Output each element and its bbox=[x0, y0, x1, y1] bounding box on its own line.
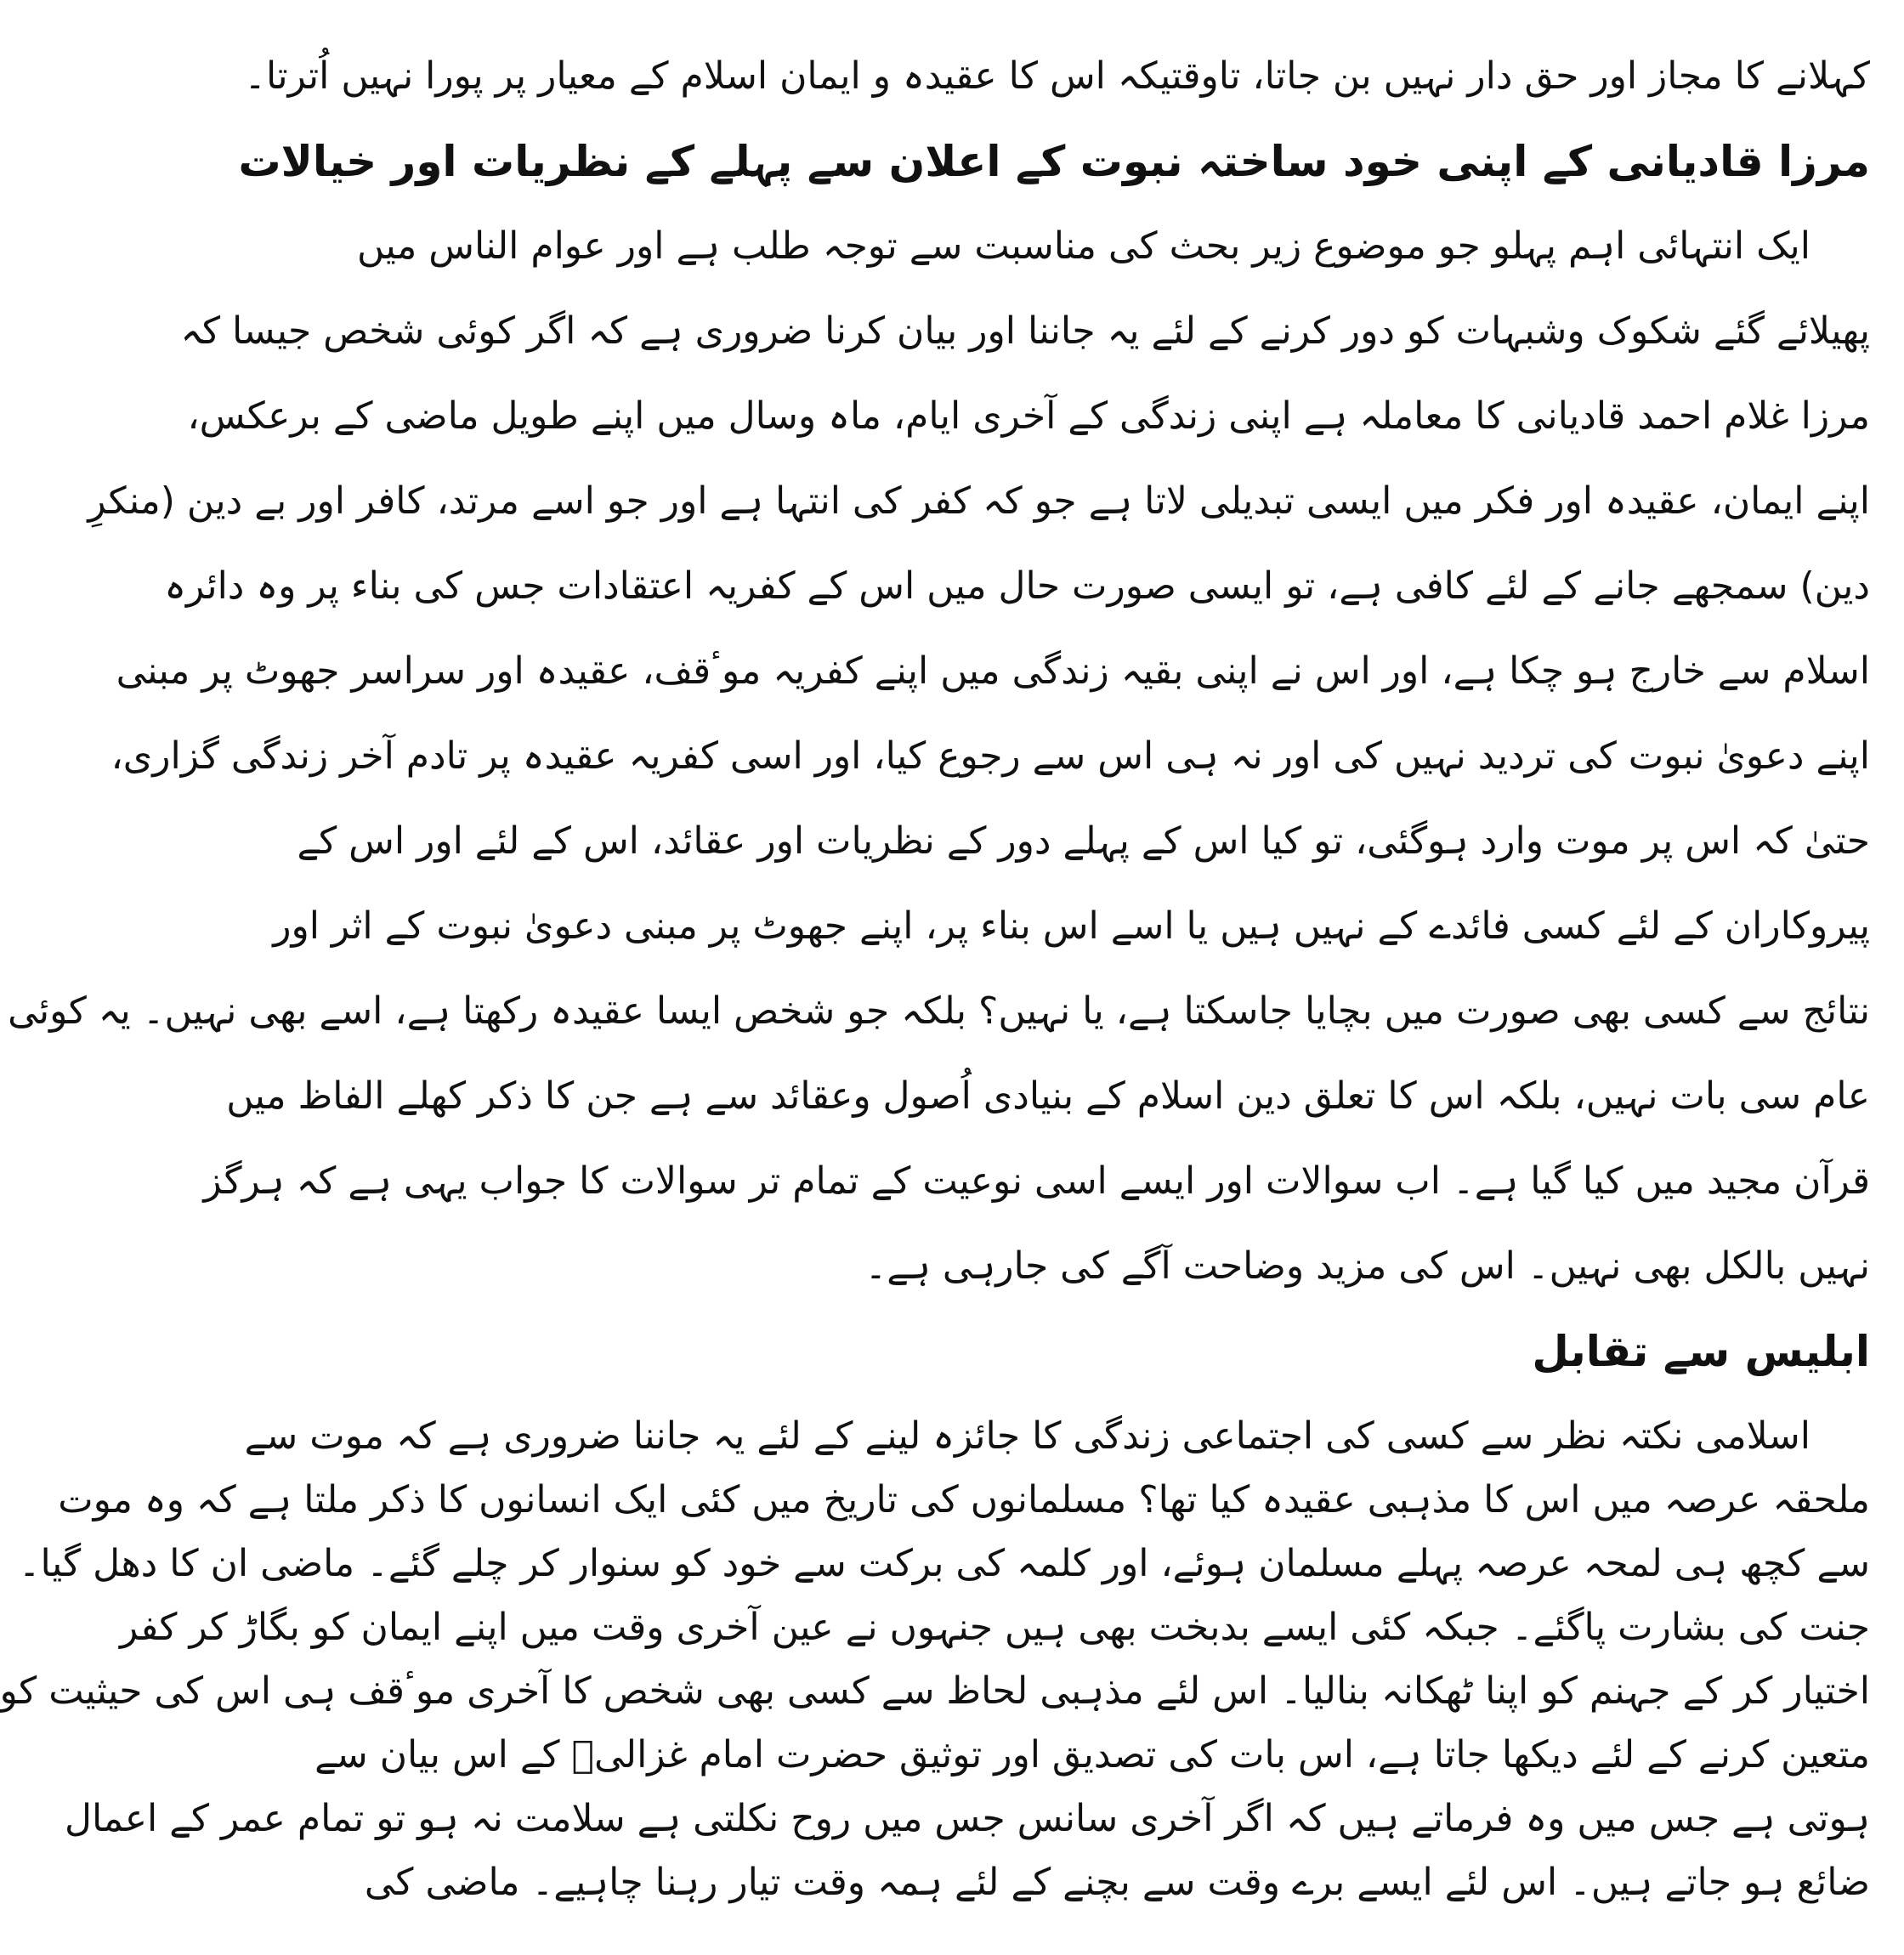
section-2-line: متعین کرنے کے لئے دیکھا جاتا ہے، اس بات کی تصدیق اور توثیق حضرت امام غزالیؒ کے اس بیان سے bbox=[314, 1733, 1870, 1776]
document-page bbox=[0, 34, 1870, 1930]
section-1-line: ایک انتہائی اہم پہلو جو موضوع زیر بحث کی مناسبت سے توجہ طلب ہے اور عوام الناس میں bbox=[356, 224, 1810, 268]
section-2-line: ہوتی ہے جس میں وہ فرماتے ہیں کہ اگر آخری سانس جس میں روح نکلتی ہے سلامت نہ ہو تو تمام عمر کے اعمال bbox=[64, 1797, 1870, 1840]
section-2-line: اختیار کر کے جہنم کو اپنا ٹھکانہ بنالیا۔ اس لئے مذہبی لحاظ سے کسی بھی شخص کا آخری موٴقف ہی اس کی حیثیت کو bbox=[0, 1669, 1870, 1713]
opening-line: کہلانے کا مجاز اور حق دار نہیں بن جاتا، تاوقتیکہ اس کا عقیدہ و ایمان اسلام کے معیار پر پورا نہیں اُترتا۔ bbox=[244, 54, 1870, 98]
section-2-heading: ابلیس سے تقابل bbox=[1532, 1327, 1870, 1376]
section-2-line: اسلامی نکتہ نظر سے کسی کی اجتماعی زندگی کا جائزہ لینے کے لئے یہ جاننا ضروری ہے کہ موت سے bbox=[244, 1414, 1810, 1458]
section-1-line: اپنے ایمان، عقیدہ اور فکر میں ایسی تبدیلی لاتا ہے جو کہ کفر کی انتہا ہے اور جو اسے مرتد، کافر اور بے دین (منکرِ bbox=[88, 479, 1870, 523]
section-2-line: ضائع ہو جاتے ہیں۔ اس لئے ایسے برے وقت سے بچنے کے لئے ہمہ وقت تیار رہنا چاہیے۔ ماضی کی bbox=[364, 1861, 1870, 1904]
section-1-line: نہیں بالکل بھی نہیں۔ اس کی مزید وضاحت آگے کی جارہی ہے۔ bbox=[864, 1244, 1870, 1288]
section-1-line: نتائج سے کسی بھی صورت میں بچایا جاسکتا ہے، یا نہیں؟ بلکہ جو شخص ایسا عقیدہ رکھتا ہے، اسے بھی نہیں۔ یہ کوئی bbox=[8, 989, 1870, 1033]
section-1-line: دین) سمجھے جانے کے لئے کافی ہے، تو ایسی صورت حال میں اس کے کفریہ اعتقادات جس کی بناء پر وہ دائرہ bbox=[164, 564, 1870, 608]
section-1-line: پھیلائے گئے شکوک وشبہات کو دور کرنے کے لئے یہ جاننا اور بیان کرنا ضروری ہے کہ اگر کوئی شخص جیسا کہ bbox=[180, 309, 1870, 353]
section-1-line: اسلام سے خارج ہو چکا ہے، اور اس نے اپنی بقیہ زندگی میں اپنے کفریہ موٴقف، عقیدہ اور سراسر جھوٹ پر مبنی bbox=[116, 649, 1870, 693]
section-1-line: مرزا غلام احمد قادیانی کا معاملہ ہے اپنی زندگی کے آخری ایام، ماہ وسال میں اپنے طویل ماضی کے برعکس، bbox=[187, 394, 1870, 438]
section-1-line: اپنے دعویٰ نبوت کی تردید نہیں کی اور نہ ہی اس سے رجوع کیا، اور اسی کفریہ عقیدہ پر تادم آخر زندگی گزاری، bbox=[110, 734, 1870, 778]
section-1-line: عام سی بات نہیں، بلکہ اس کا تعلق دین اسلام کے بنیادی اُصول وعقائد سے ہے جن کا ذکر کھلے الفاظ میں bbox=[226, 1074, 1870, 1118]
section-1-line: پیروکاران کے لئے کسی فائدے کے نہیں ہیں یا اسے اس بناء پر، اپنے جھوٹ پر مبنی دعویٰ نبوت کے اثر اور bbox=[273, 904, 1870, 948]
section-1-line: قرآن مجید میں کیا گیا ہے۔ اب سوالات اور ایسے اسی نوعیت کے تمام تر سوالات کا جواب یہی ہے کہ ہرگز bbox=[203, 1159, 1870, 1203]
section-1-heading: مرزا قادیانی کے اپنی خود ساختہ نبوت کے اعلان سے پہلے کے نظریات اور خیالات bbox=[238, 137, 1870, 186]
section-2-line: سے کچھ ہی لمحہ عرصہ پہلے مسلمان ہوئے، اور کلمہ کی برکت سے خود کو سنوار کر چلے گئے۔ ماضی ان کا دھل گیا۔ bbox=[18, 1542, 1870, 1585]
section-2-line: جنت کی بشارت پاگئے۔ جبکہ کئی ایسے بدبخت بھی ہیں جنہوں نے عین آخری وقت میں اپنے ایمان کو بگاڑ کر کفر bbox=[120, 1606, 1870, 1649]
section-2-line: ملحقہ عرصہ میں اس کا مذہبی عقیدہ کیا تھا؟ مسلمانوں کی تاریخ میں کئی ایک انسانوں کا ذکر ملتا ہے کہ وہ موت bbox=[58, 1478, 1870, 1522]
section-1-line: حتیٰ کہ اس پر موت وارد ہوگئی، تو کیا اس کے پہلے دور کے نظریات اور عقائد، اس کے لئے اور اس کے bbox=[297, 819, 1870, 863]
